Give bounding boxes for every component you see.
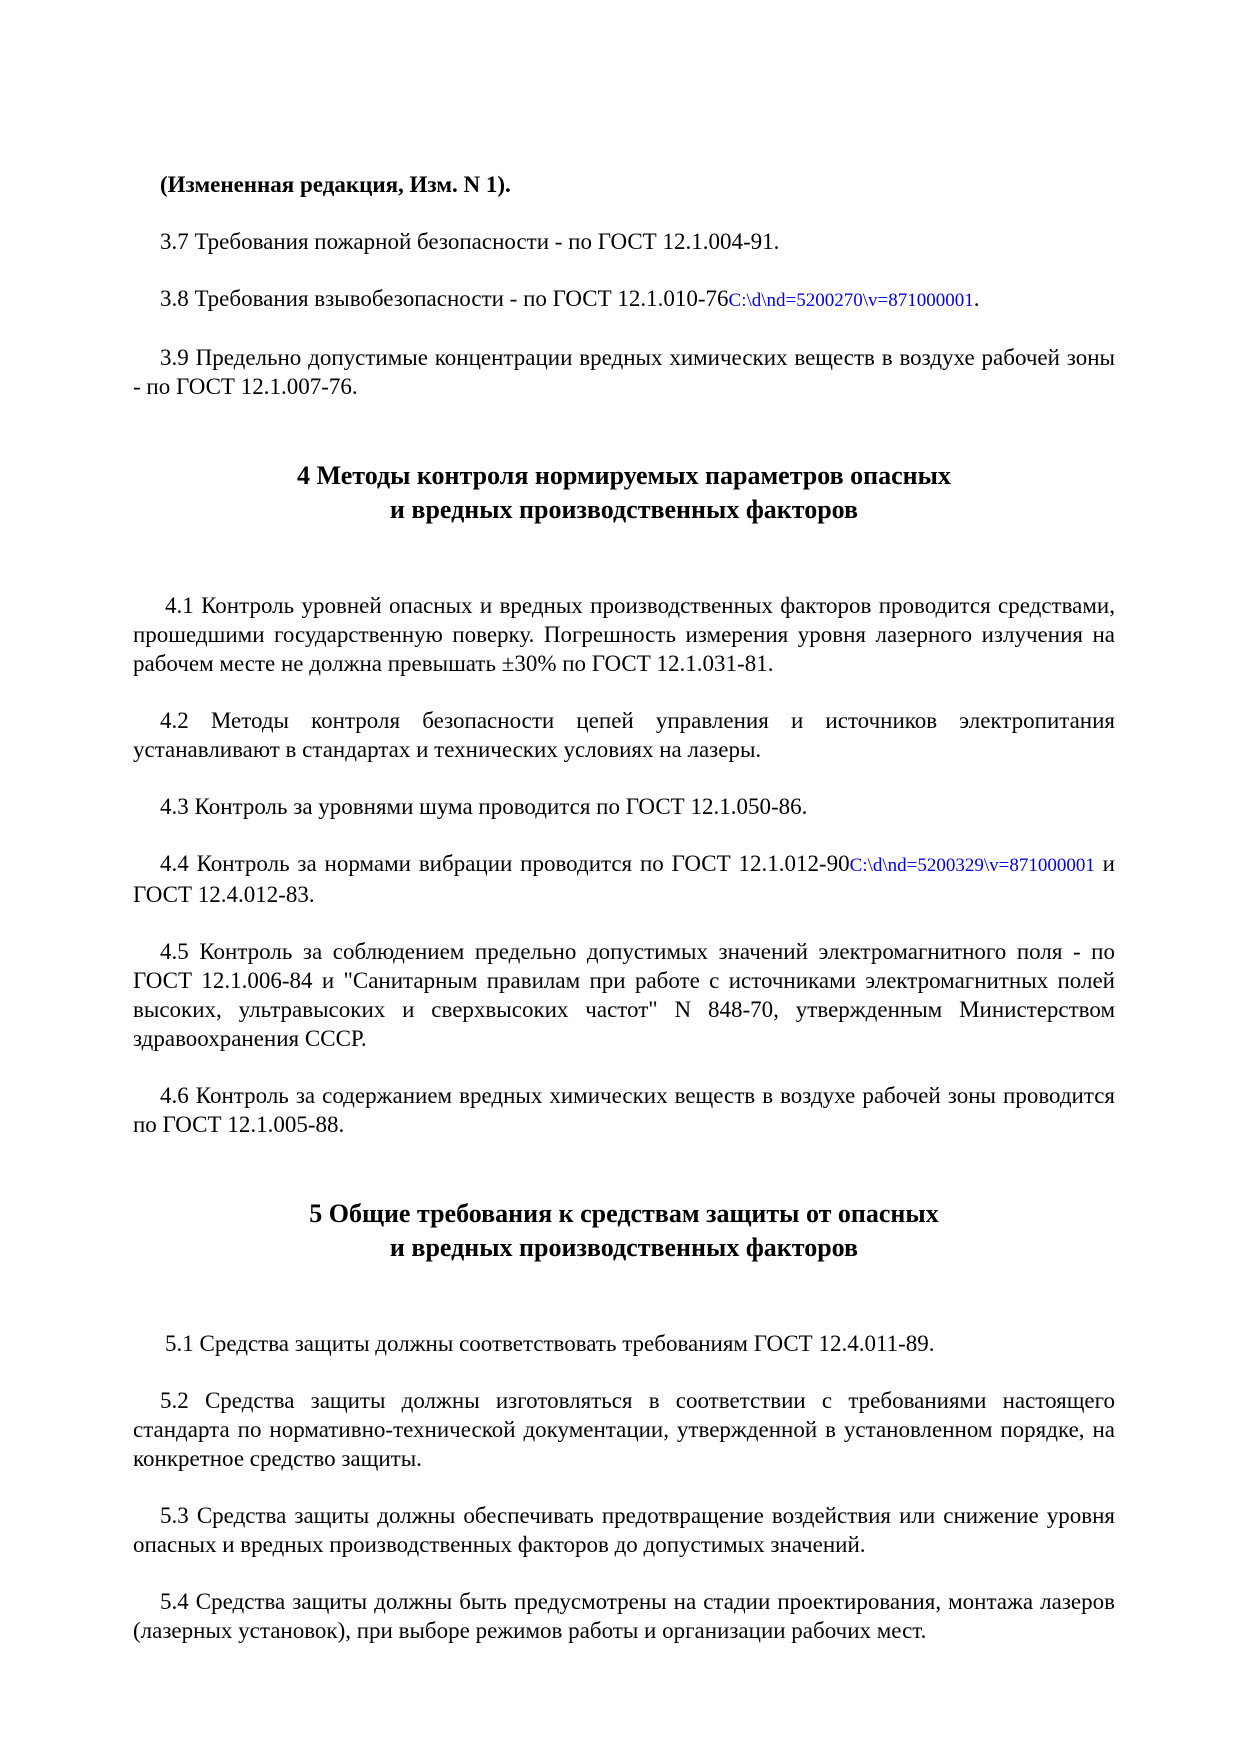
paragraph-4-3: 4.3 Контроль за уровнями шума проводится по ГОСТ 12.1.050-86. xyxy=(160,794,808,819)
paragraph-4-1: 4.1 Контроль уровней опасных и вредных производственных факторов проводится средствами, прошедшими государственную поверку. Погрешность измерения уровня лазерного излучения на рабочем месте не должна превышать ±30% по ГОСТ 12.1.031-81. xyxy=(133,593,1115,676)
paragraph-3-8-end: . xyxy=(973,286,980,311)
paragraph-5-2: 5.2 Средства защиты должны изготовляться в соответствии с требованиями настоящего стандарта по нормативно-технической документации, утвержденной в установленном порядке, на конкретное средство защиты. xyxy=(133,1388,1115,1471)
paragraph-4-2: 4.2 Методы контроля безопасности цепей управления и источников электропитания устанавливают в стандартах и технических условиях на лазеры. xyxy=(133,708,1115,762)
paragraph-4-4-end: и ГОСТ 12.4.012-83. xyxy=(133,851,1115,907)
paragraph-5-1: 5.1 Средства защиты должны соответствовать требованиям ГОСТ 12.4.011-89. xyxy=(165,1331,935,1356)
paragraph-5-3: 5.3 Средства защиты должны обеспечивать предотвращение воздействия или снижение уровня опасных и вредных производственных факторов до допустимых значений. xyxy=(133,1503,1115,1557)
paragraph-3-8 xyxy=(133,284,1115,315)
document-link-5200270[interactable]: C:\d\nd=5200270\v=871000001 xyxy=(728,290,974,311)
paragraph-3-7: 3.7 Требования пожарной безопасности - по ГОСТ 12.1.004-91. xyxy=(160,229,780,254)
amendment-note: (Измененная редакция, Изм. N 1). xyxy=(160,172,511,197)
section-5-heading-line1: 5 Общие требования к средствам защиты от опасных xyxy=(309,1199,939,1228)
section-5-heading-line2: и вредных производственных факторов xyxy=(389,1233,859,1262)
paragraph-4-4-text: 4.4 Контроль за нормами вибрации проводится по ГОСТ 12.1.012-90 xyxy=(160,851,850,876)
document-page xyxy=(133,170,1115,1645)
section-5-heading xyxy=(133,1197,1115,1265)
section-4-heading-line2: и вредных производственных факторов xyxy=(389,495,859,524)
section-4-heading-line1: 4 Методы контроля нормируемых параметров опасных xyxy=(297,461,951,490)
paragraph-5-4: 5.4 Средства защиты должны быть предусмотрены на стадии проектирования, монтажа лазеров (лазерных установок), при выборе режимов работы и организации рабочих мест. xyxy=(133,1589,1115,1643)
paragraph-3-8-text: 3.8 Требования взывобезопасности - по ГОСТ 12.1.010-76 xyxy=(160,286,729,311)
paragraph-4-4 xyxy=(133,849,1115,909)
document-link-5200329[interactable]: C:\d\nd=5200329\v=871000001 xyxy=(849,855,1095,876)
paragraph-4-5: 4.5 Контроль за соблюдением предельно допустимых значений электромагнитного поля - по ГОСТ 12.1.006-84 и "Санитарным правилам при работе с источниками электромагнитных полей высоких, ультравысоких и сверхвысоких частот" N 848-70, утвержденным Министерством здравоохранения СССР. xyxy=(133,939,1115,1051)
section-4-heading xyxy=(133,459,1115,527)
paragraph-4-6: 4.6 Контроль за содержанием вредных химических веществ в воздухе рабочей зоны проводится по ГОСТ 12.1.005-88. xyxy=(133,1083,1115,1137)
paragraph-3-9: 3.9 Предельно допустимые концентрации вредных химических веществ в воздухе рабочей зоны - по ГОСТ 12.1.007-76. xyxy=(133,345,1115,399)
